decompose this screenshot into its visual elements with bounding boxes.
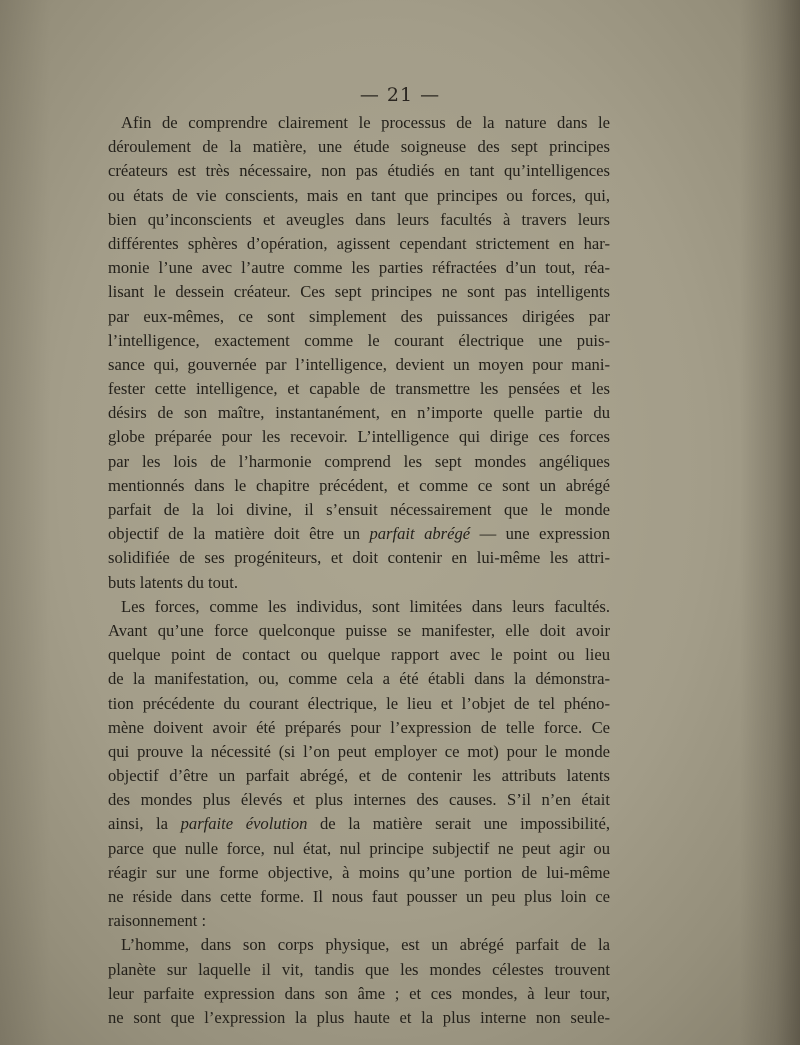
text-line: créateurs est très nécessaire, non pas étudiés en tant qu’intelligences <box>108 161 610 181</box>
text-line: tion précédente du courant électrique, le lieu et l’objet de tel phéno- <box>108 693 610 713</box>
text-line: raisonnement : <box>108 911 207 931</box>
text-run: de la matière serait une impossibilité, <box>307 814 610 834</box>
text-line: de la manifestation, ou, comme cela a été établi dans la démonstra- <box>108 669 610 689</box>
text-line: lisant le dessein créateur. Ces sept principes ne sont pas intelligents <box>108 282 610 302</box>
text-line: globe préparée pour les recevoir. L’intelligence qui dirige ces forces <box>108 427 610 447</box>
text-line: désirs de son maître, instantanément, en n’importe quelle partie du <box>108 403 610 423</box>
text-line: mentionnés dans le chapitre précédent, et comme ce sont un abrégé <box>108 475 610 495</box>
text-line <box>108 522 610 546</box>
text-line: ne réside dans cette forme. Il nous faut pousser un peu plus loin ce <box>108 887 610 906</box>
text-run: objectif de la matière doit être un <box>108 524 370 544</box>
page-number: — 21 — <box>359 84 441 106</box>
text-line: par les lois de l’harmonie comprend les sept mondes angéliques <box>108 451 610 471</box>
text-line: ne sont que l’expression la plus haute et la plus interne non seule- <box>108 1007 610 1027</box>
text-line <box>108 812 610 836</box>
text-line: buts latents du tout. <box>108 572 238 592</box>
text-line: des mondes plus élevés et plus internes des causes. S’il n’en était <box>108 790 610 810</box>
text-line: ou états de vie conscients, mais en tant que principes ou forces, qui, <box>108 185 610 205</box>
text-line: parfait de la loi divine, il s’ensuit nécessairement que le monde <box>108 500 610 519</box>
text-line: sance qui, gouvernée par l’intelligence, devient un moyen pour mani- <box>108 354 610 374</box>
text-line: mène doivent avoir été préparés pour l’expression de telle force. Ce <box>108 717 610 737</box>
text-line: solidifiée de ses progéniteurs, et doit contenir en lui-même les attri- <box>108 548 610 568</box>
text-line: déroulement de la matière, une étude soigneuse des sept principes <box>108 137 610 157</box>
italic-emphasis: parfait abrégé <box>369 524 471 544</box>
page-shadow-left <box>0 0 50 1045</box>
text-line: parce que nulle force, nul état, nul principe subjectif ne peut agir ou <box>108 838 610 858</box>
text-run: — une expression <box>470 524 611 544</box>
text-line: quelque point de contact ou quelque rapport avec le point ou lieu <box>108 645 610 665</box>
text-line: Les forces, comme les individus, sont limitées dans leurs facultés. <box>121 596 610 616</box>
italic-emphasis: parfaite évolution <box>180 814 308 834</box>
text-line: Avant qu’une force quelconque puisse se manifester, elle doit avoir <box>108 620 610 640</box>
text-line: fester cette intelligence, et capable de transmettre les pensées et les <box>108 379 610 399</box>
text-line: objectif d’être un parfait abrégé, et de contenir les attributs latents <box>108 766 610 786</box>
text-line: monie l’une avec l’autre comme les parties réfractées d’un tout, réa- <box>108 258 610 278</box>
text-line: réagir sur une forme objective, à moins qu’une portion de lui-même <box>108 862 610 882</box>
text-line: bien qu’inconscients et aveugles dans leurs facultés à travers leurs <box>108 209 610 229</box>
text-run: ainsi, la <box>108 814 181 834</box>
text-line: qui prouve la nécessité (si l’on peut employer ce mot) pour le monde <box>108 741 610 761</box>
page-shadow-right <box>740 0 800 1045</box>
text-line: Afin de comprendre clairement le processus de la nature dans le <box>121 113 610 132</box>
text-line: L’homme, dans son corps physique, est un abrégé parfait de la <box>121 935 610 955</box>
text-line: différentes sphères d’opération, agissent cependant strictement en har- <box>108 233 610 253</box>
body-text <box>108 111 610 1030</box>
text-line: planète sur laquelle il vit, tandis que les mondes célestes trouvent <box>108 959 610 979</box>
text-line: par eux-mêmes, ce sont simplement des puissances dirigées par <box>108 306 610 326</box>
text-line: leur parfaite expression dans son âme ; et ces mondes, à leur tour, <box>108 983 610 1003</box>
text-line: l’intelligence, exactement comme le courant électrique une puis- <box>108 330 610 350</box>
